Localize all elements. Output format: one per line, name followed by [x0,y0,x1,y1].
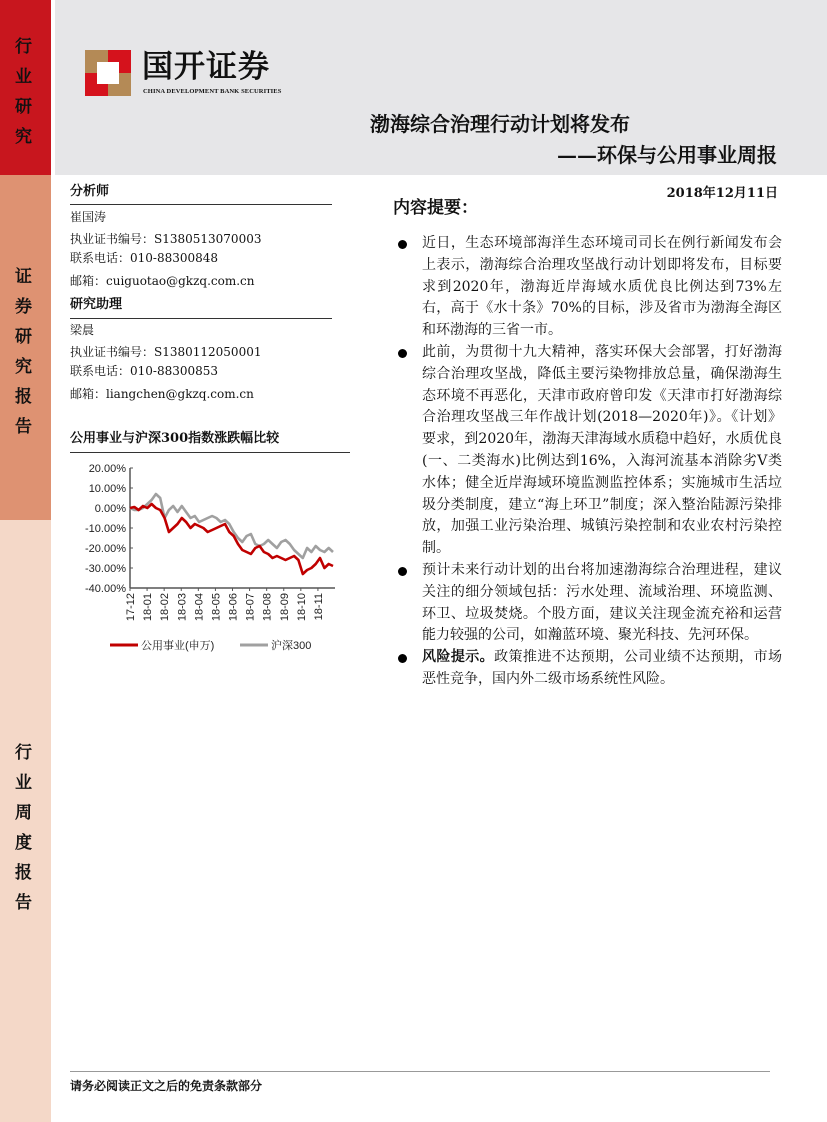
sidebar-char: 券 [15,297,36,317]
y-tick-label: 0.00% [94,503,126,515]
bullet-lead: 风险提示。 [422,649,495,666]
assistant-heading: 研究助理 [70,297,123,312]
x-tick-label: 17-12 [125,593,137,622]
divider [70,452,350,453]
analyst-heading: 分析师 [70,184,110,199]
x-tick-label: 18-06 [227,593,240,622]
comparison-line-chart [65,458,345,658]
divider [70,318,332,319]
x-tick-label: 18-08 [261,593,274,622]
sidebar-label-securities-report [0,262,51,442]
analyst-license: 执业证书编号：S1380513070003 [70,232,262,246]
x-tick-label: 18-11 [312,593,325,621]
y-tick-label: -20.00% [85,543,126,555]
bullet-text: 此前，为贯彻十九大精神，落实环保大会部署，打好渤海综合治理攻坚战，降低主要污染物排放总量，确保渤海生态环境不再恶化，天津市政府曾印发《天津市打好渤海综合治理攻坚战三年作战计划(2018—2020年)》。《计划》要求，到2020年，渤海天津海域水质稳中趋好，水质优良(一、二类海水)比例达到16%，入海河流基本消除劣V类水体；健全近岸海域环境监测监控体系；实施城市生活垃圾分类制度，建立“海上环卫”制度；深入整治陆源污染排放，加强工业污染治理、城镇污染控制和农业农村污染控制。 [422,343,782,557]
series-line-0 [130,504,333,574]
bullet-text: 近日，生态环境部海洋生态环境司司长在例行新闻发布会上表示，渤海综合治理攻坚战行动计划即将发布，目标要求到2020年，渤海近岸海域水质优良比例达到73%左右，高于《水十条》70%的目标，涉及省市为渤海全海区和环渤海的三省一市。 [422,235,782,339]
summary-bullet [398,342,782,560]
sidebar-char: 业 [15,67,36,87]
x-tick-label: 18-09 [278,593,291,622]
analyst-name: 崔国涛 [70,210,107,224]
sidebar-char: 报 [15,387,36,407]
bullet-text: 政策推进不达预期，公司业绩不达预期，市场恶性竞争，国内外二级市场系统性风险。 [422,649,783,687]
sidebar-char: 周 [15,803,36,823]
y-tick-label: 10.00% [88,483,126,495]
sidebar-char: 证 [15,267,36,287]
y-tick-label: 20.00% [88,463,126,475]
summary-bullets [398,233,782,691]
sidebar-label-industry-research [0,32,51,152]
series-line-1 [130,494,333,558]
x-tick-label: 18-10 [295,593,308,622]
bullet-dot-icon [398,240,407,249]
sidebar-char: 告 [15,893,36,913]
brand-name: 国开证券 [142,49,270,85]
x-tick-label: 18-03 [176,593,189,622]
sidebar-char: 业 [15,773,36,793]
analyst-phone: 联系电话：010-88300848 [70,251,219,265]
bullet-dot-icon [398,567,407,576]
bullet-text: 预计未来行动计划的出台将加速渤海综合治理进程，建议关注的细分领域包括：污水处理、流域治理、环境监测、环卫、垃圾焚烧。个股方面，建议关注现金流充裕和运营能力较强的公司，如瀚蓝环境、聚光科技、先河环保。 [422,561,782,644]
assistant-phone: 联系电话：010-88300853 [70,364,219,378]
sidebar-char: 究 [15,357,36,377]
summary-heading: 内容提要： [393,198,478,218]
bullet-dot-icon [398,349,407,358]
assistant-email: 邮箱：liangchen@gkzq.com.cn [70,387,254,401]
x-tick-label: 18-02 [159,593,172,622]
x-tick-label: 18-04 [193,593,206,622]
summary-bullet [398,647,782,691]
sidebar-char: 度 [15,833,36,853]
footer-divider [70,1071,770,1072]
x-tick-label: 18-01 [142,593,155,622]
assistant-license: 执业证书编号：S1380112050001 [70,345,262,359]
summary-bullet [398,560,782,647]
logo-icon [85,50,131,96]
chart-title: 公用事业与沪深300指数涨跌幅比较 [70,431,280,446]
report-date: 2018年12月11日 [666,186,778,201]
y-tick-label: -30.00% [85,563,126,575]
report-subtitle: ——环保与公用事业周报 [557,143,777,167]
disclaimer-note: 请务必阅读正文之后的免责条款部分 [70,1079,263,1093]
sidebar-char: 究 [15,127,36,147]
summary-bullet [398,233,782,342]
divider [70,204,332,205]
x-tick-label: 18-05 [210,593,223,622]
sidebar-char: 研 [15,97,36,117]
y-tick-label: -10.00% [85,523,126,535]
analyst-email: 邮箱：cuiguotao@gkzq.com.cn [70,274,255,288]
sidebar-char: 行 [15,743,36,763]
sidebar-char: 告 [15,417,36,437]
sidebar-char: 研 [15,327,36,347]
sidebar-label-weekly-report [0,738,51,918]
x-tick-label: 18-07 [244,593,257,622]
legend-label: 沪深300 [271,640,312,652]
bullet-dot-icon [398,654,407,663]
brand-name-en: CHINA DEVELOPMENT BANK SECURITIES [143,88,282,95]
assistant-name: 梁晨 [70,323,95,337]
y-tick-label: -40.00% [85,583,126,595]
report-title: 渤海综合治理行动计划将发布 [370,112,630,136]
sidebar-char: 行 [15,37,36,57]
legend-label: 公用事业(申万) [141,640,215,652]
sidebar-char: 报 [15,863,36,883]
